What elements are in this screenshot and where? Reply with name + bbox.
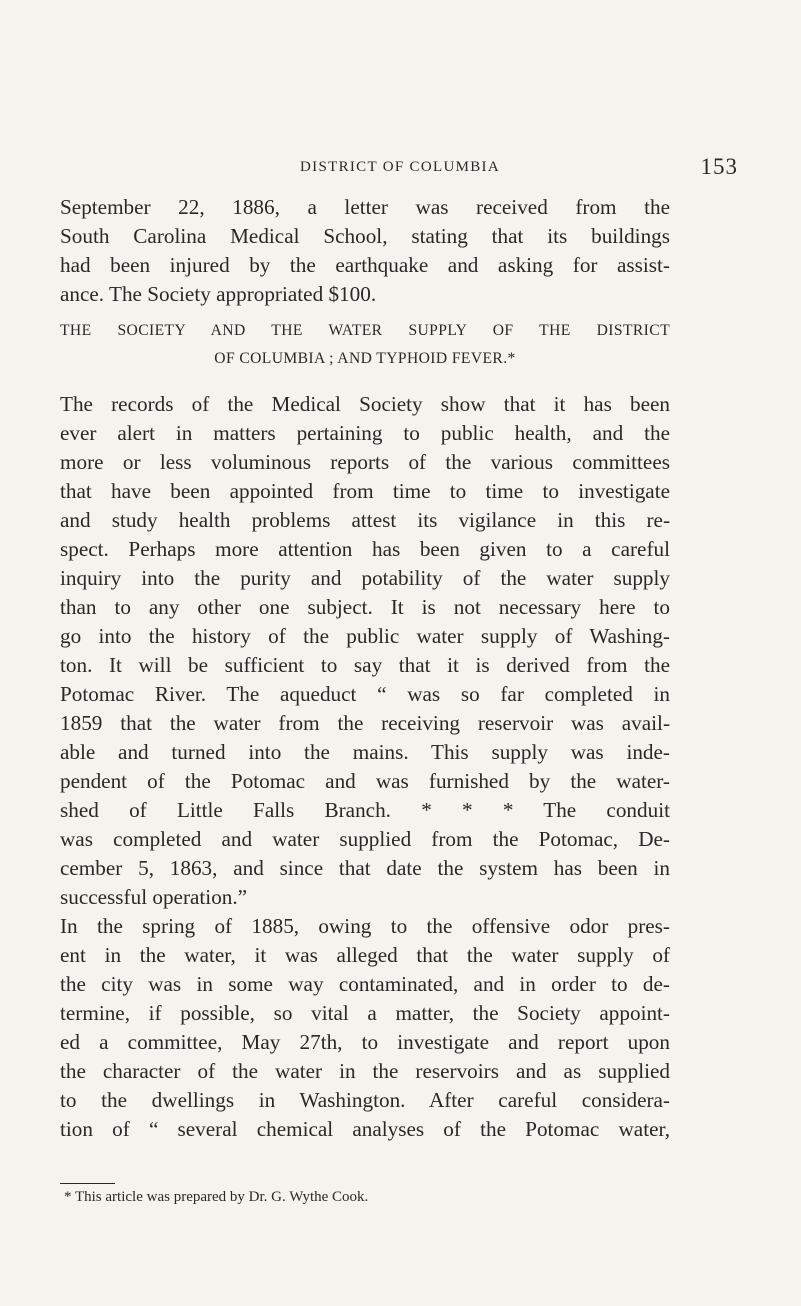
text-line: ent in the water, it was alleged that the water supply of (60, 943, 670, 967)
text-line: ance. The Society appropriated $100. (60, 282, 377, 306)
text-line: South Carolina Medical School, stating that its buildings (60, 224, 670, 248)
text-line: was completed and water supplied from the Potomac, De- (60, 827, 670, 851)
heading-line: THE SOCIETY AND THE WATER SUPPLY OF THE DISTRICT (60, 322, 670, 339)
text-line: Potomac River. The aqueduct “ was so far completed in (60, 682, 670, 706)
text-line: and study health problems attest its vigilance in this re- (60, 508, 670, 532)
text-line: inquiry into the purity and potability of the water supply (60, 566, 670, 590)
text-line: ed a committee, May 27th, to investigate and report upon (60, 1030, 670, 1054)
text-line: the character of the water in the reservoirs and as supplied (60, 1059, 670, 1083)
text-line: to the dwellings in Washington. After careful considera- (60, 1088, 670, 1112)
text-line: had been injured by the earthquake and asking for assist- (60, 253, 670, 277)
text-line: In the spring of 1885, owing to the offensive odor pres- (60, 914, 670, 938)
text-line: The records of the Medical Society show that it has been (60, 392, 670, 416)
footnote: * This article was prepared by Dr. G. Wythe Cook. (64, 1189, 369, 1205)
text-line: spect. Perhaps more attention has been given to a careful (60, 537, 670, 561)
text-line: cember 5, 1863, and since that date the system has been in (60, 856, 670, 880)
text-line: successful operation.” (60, 885, 248, 909)
running-title: DISTRICT OF COLUMBIA (300, 159, 500, 175)
footnote-rule (60, 1183, 115, 1184)
running-head (60, 154, 740, 184)
text-line: 1859 that the water from the receiving reservoir was avail- (60, 711, 670, 735)
heading-line: OF COLUMBIA ; AND TYPHOID FEVER.* (214, 350, 516, 367)
text-line: the city was in some way contaminated, and in order to de- (60, 972, 670, 996)
text-line: termine, if possible, so vital a matter, the Society appoint- (60, 1001, 670, 1025)
text-line: able and turned into the mains. This supply was inde- (60, 740, 670, 764)
text-line: September 22, 1886, a letter was received from the (60, 195, 670, 219)
text-line: than to any other one subject. It is not necessary here to (60, 595, 670, 619)
text-line: ton. It will be sufficient to say that it is derived from the (60, 653, 670, 677)
text-line: go into the history of the public water supply of Washing- (60, 624, 670, 648)
text-line: shed of Little Falls Branch. * * * The conduit (60, 798, 670, 822)
text-line: that have been appointed from time to time to investigate (60, 479, 670, 503)
text-line: more or less voluminous reports of the various committees (60, 450, 670, 474)
text-line: tion of “ several chemical analyses of the Potomac water, (60, 1117, 670, 1141)
text-line: ever alert in matters pertaining to public health, and the (60, 421, 670, 445)
text-line: pendent of the Potomac and was furnished by the water- (60, 769, 670, 793)
page-number: 153 (700, 154, 738, 179)
